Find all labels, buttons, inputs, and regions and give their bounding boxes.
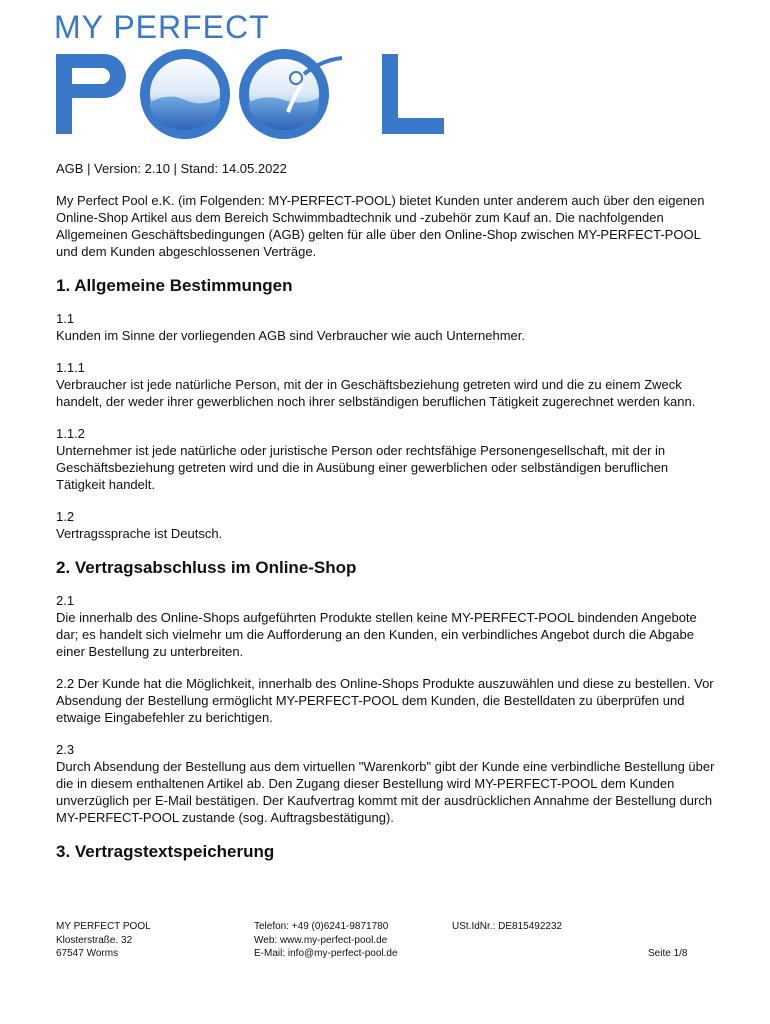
clause-number: 1.1.2 (56, 426, 85, 441)
section-3-heading: 3. Vertragstextspeicherung (56, 842, 275, 861)
footer-vat: USt.IdNr.: DE815492232 (452, 921, 563, 932)
footer-city: 67547 Worms (56, 948, 119, 959)
footer-address (56, 920, 151, 961)
clause-2-3 (56, 741, 716, 826)
clause-2-1 (56, 592, 716, 660)
clause-number: 2.1 (56, 593, 75, 608)
intro-paragraph: My Perfect Pool e.K. (im Folgenden: MY-PERFECT-POOL) bietet Kunden unter anderem auch über den eigenen Online-Shop Artikel aus dem Bereich Schwimmbadtechnik und -zubehör zum Kauf an. Die nachfolgenden Allgemeinen Geschäftsbedingungen (AGB) gelten für alle über den Online-Shop zwischen MY-PERFECT-POOL und dem Kunden abgeschlossenen Verträge. (56, 193, 705, 259)
clause-number: 1.2 (56, 509, 75, 524)
company-logo (52, 8, 452, 140)
clause-1-1-2 (56, 425, 716, 493)
section-1-heading: 1. Allgemeine Bestimmungen (56, 276, 293, 295)
clause-1-1-1 (56, 359, 716, 410)
section-2-heading: 2. Vertragsabschluss im Online-Shop (56, 558, 357, 577)
logo-swimmer-icon (244, 54, 342, 134)
clause-1-2 (56, 508, 716, 542)
footer-email: E-Mail: info@my-perfect-pool.de (254, 948, 398, 959)
clause-2-2: 2.2 Der Kunde hat die Möglichkeit, innerhalb des Online-Shops Produkte auszuwählen und diese zu bestellen. Vor Absendung der Bestellung ermöglicht MY-PERFECT-POOL dem Kunden, die Bestelldaten zu überprüfen und etwaige Eingabefehler zu berichtigen. (56, 676, 714, 725)
clause-number: 2.3 (56, 742, 75, 757)
clause-number: 1.1 (56, 311, 75, 326)
clause-text: Vertragssprache ist Deutsch. (56, 526, 223, 541)
clause-1-1 (56, 310, 716, 344)
clause-text: Verbraucher ist jede natürliche Person, mit der in Geschäftsbeziehung getreten wird und die zu einem Zweck handelt, der weder ihrer gewerblichen noch ihrer selbständigen beruflichen Tätigkeit zugerechnet werden kann. (56, 377, 696, 409)
clause-text: Kunden im Sinne der vorliegenden AGB sind Verbraucher wie auch Unternehmer. (56, 328, 526, 343)
logo-text-top: MY PERFECT (54, 9, 270, 45)
logo-letter-p (56, 54, 126, 134)
footer-street: Klosterstraße. 32 (56, 934, 133, 946)
logo-text-main: POOL (52, 8, 55, 9)
logo-letter-l (382, 54, 444, 134)
document-body (56, 160, 716, 876)
clause-text: Unternehmer ist jede natürliche oder juristische Person oder rechtsfähige Personengesellschaft, mit der in Geschäftsbeziehung getreten wird und die in Ausübung einer gewerblichen oder selbständigen beruflichen Tätigkeit handelt. (56, 443, 669, 492)
logo-ball-icon (145, 54, 225, 134)
footer-page-number: Seite 1/8 (648, 948, 688, 959)
footer-contact (254, 920, 398, 961)
footer-web: Web: www.my-perfect-pool.de (254, 934, 388, 946)
clause-text: Die innerhalb des Online-Shops aufgeführten Produkte stellen keine MY-PERFECT-POOL bindenden Angebote dar; es handelt sich vielmehr um die Aufforderung an den Kunden, ein verbindliches Angebot durch die Abgabe einer Bestellung zu unterbreiten. (56, 610, 697, 659)
version-line: AGB | Version: 2.10 | Stand: 14.05.2022 (56, 161, 287, 176)
footer-tax (452, 920, 562, 934)
clause-number: 1.1.1 (56, 360, 85, 375)
clause-text: Durch Absendung der Bestellung aus dem virtuellen "Warenkorb" gibt der Kunde eine verbindliche Bestellung über die in diesem enthaltenen Artikel ab. Den Zugang dieser Bestellung wird MY-PERFECT-POOL dem Kunden unverzüglich per E-Mail bestätigen. Der Kaufvertrag kommt mit der ausdrücklichen Annahme der Bestellung durch MY-PERFECT-POOL zustande (sog. Auftragsbestätigung). (56, 759, 715, 825)
footer-phone: Telefon: +49 (0)6241-9871780 (254, 921, 389, 932)
footer-company: MY PERFECT POOL (56, 921, 151, 932)
